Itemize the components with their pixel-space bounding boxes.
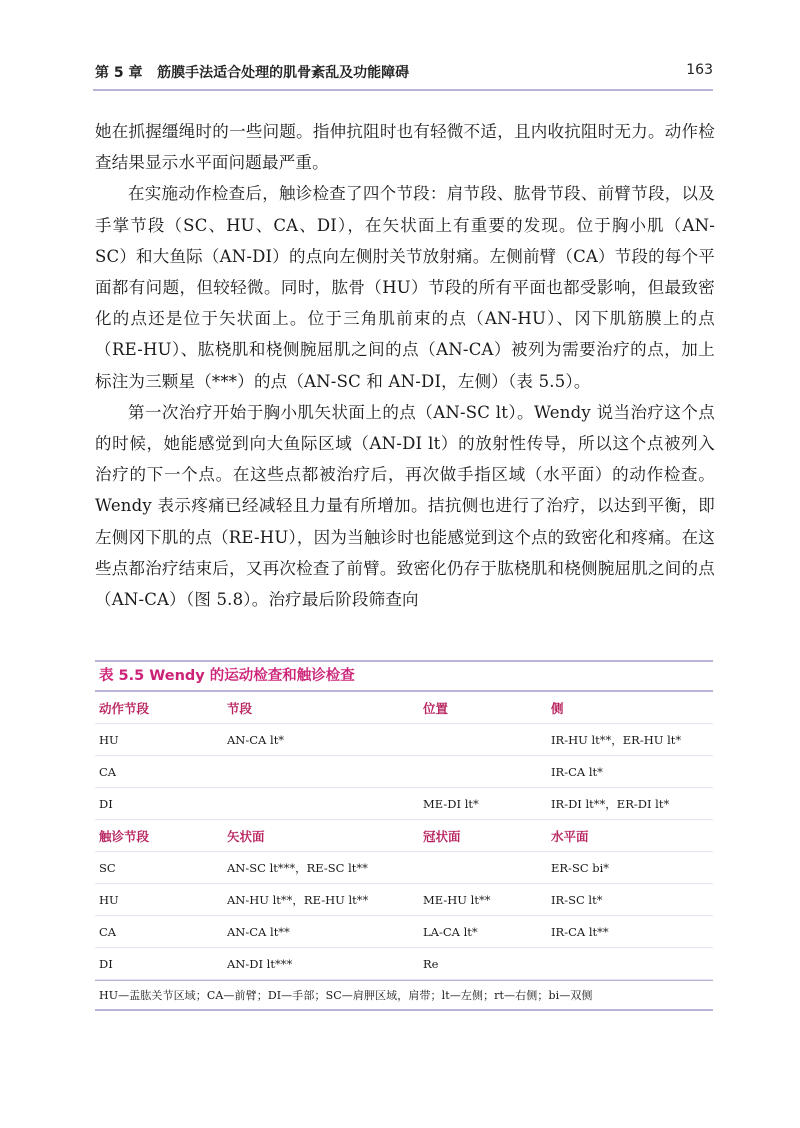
table-cell: IR-CA lt* xyxy=(547,756,713,788)
table-5-5 xyxy=(95,660,713,1011)
motion-header-row xyxy=(95,692,713,724)
table-header-cell: 触诊节段 xyxy=(95,820,223,852)
exam-table xyxy=(95,692,713,980)
chapter-title: 筋膜手法适合处理的肌骨紊乱及功能障碍 xyxy=(157,65,410,81)
table-cell: IR-SC lt* xyxy=(547,884,713,916)
paragraph-1: 她在抓握缰绳时的一些问题。指伸抗阻时也有轻微不适，且内收抗阻时无力。动作检查结果显示水平面问题最严重。 xyxy=(95,122,715,173)
table-row xyxy=(95,852,713,884)
table-cell: LA-CA lt* xyxy=(419,916,547,948)
table-cell: AN-CA lt** xyxy=(223,916,419,948)
table-cell: ME-HU lt** xyxy=(419,884,547,916)
table-cell: ME-DI lt* xyxy=(419,788,547,820)
table-row xyxy=(95,884,713,916)
table-cell: DI xyxy=(95,948,223,980)
header-divider xyxy=(93,89,713,91)
table-caption: 表 5.5 Wendy 的运动检查和触诊检查 xyxy=(99,668,355,684)
table-cell xyxy=(419,756,547,788)
table-cell xyxy=(419,724,547,756)
table-cell: AN-SC lt***，RE-SC lt** xyxy=(223,852,419,884)
table-footnote: HU—盂肱关节区域；CA—前臂；DI—手部；SC—肩胛区域，肩带；lt—左侧；rt—右侧；bi—双侧 xyxy=(99,989,593,1002)
table-header-cell: 水平面 xyxy=(547,820,713,852)
chapter-heading xyxy=(95,62,409,82)
table-row xyxy=(95,788,713,820)
paragraph-3: 第一次治疗开始于胸小肌矢状面上的点（AN-SC lt）。Wendy 说当治疗这个点的时候，她能感觉到向大鱼际区域（AN-DI lt）的放射性传导，所以这个点被列入治疗的下一个点。在这些点都被治疗后，再次做手指区域（水平面）的动作检查。Wendy 表示疼痛已经减轻且力量有所增加。拮抗侧也进行了治疗，以达到平衡，即左侧冈下肌的点（RE-HU），因为当触诊时也能感觉到这个点的致密化和疼痛。在这些点都治疗结束后，又再次检查了前臂。致密化仍存于肱桡肌和桡侧腕屈肌之间的点（AN-CA）（图 5.8）。治疗最后阶段筛查向 xyxy=(95,402,715,610)
table-header-cell: 动作节段 xyxy=(95,692,223,724)
table-cell: CA xyxy=(95,756,223,788)
table-header-cell: 侧 xyxy=(547,692,713,724)
table-cell: CA xyxy=(95,916,223,948)
table-cell: AN-CA lt* xyxy=(223,724,419,756)
table-cell: DI xyxy=(95,788,223,820)
table-cell: Re xyxy=(419,948,547,980)
table-row xyxy=(95,756,713,788)
paragraph-2: 在实施动作检查后，触诊检查了四个节段：肩节段、肱骨节段、前臂节段，以及手掌节段（SC、HU、CA、DI），在矢状面上有重要的发现。位于胸小肌（AN-SC）和大鱼际（AN-DI）的点向左侧肘关节放射痛。左侧前臂（CA）节段的每个平面都有问题，但较轻微。同时，肱骨（HU）节段的所有平面也都受影响，但最致密化的点还是位于矢状面上。位于三角肌前束的点（AN-HU）、冈下肌筋膜上的点（RE-HU）、肱桡肌和桡侧腕屈肌之间的点（AN-CA）被列为需要治疗的点，加上标注为三颗星（***）的点（AN-SC 和 AN-DI，左侧）（表 5.5）。 xyxy=(95,184,715,391)
table-cell: ER-SC bi* xyxy=(547,852,713,884)
table-cell: AN-HU lt**，RE-HU lt** xyxy=(223,884,419,916)
table-cell: AN-DI lt*** xyxy=(223,948,419,980)
table-cell xyxy=(419,852,547,884)
table-cell xyxy=(223,788,419,820)
table-cell xyxy=(547,948,713,980)
chapter-number: 第 5 章 xyxy=(95,65,143,81)
table-row xyxy=(95,916,713,948)
table-cell: HU xyxy=(95,724,223,756)
page-number: 163 xyxy=(686,62,713,78)
table-bottom-rule xyxy=(95,1009,713,1011)
table-cell xyxy=(223,756,419,788)
table-row xyxy=(95,948,713,980)
palpation-header-row xyxy=(95,820,713,852)
table-cell: IR-CA lt** xyxy=(547,916,713,948)
table-header-cell: 冠状面 xyxy=(419,820,547,852)
table-cell: SC xyxy=(95,852,223,884)
table-header-cell: 节段 xyxy=(223,692,419,724)
table-row xyxy=(95,724,713,756)
table-cell: IR-DI lt**，ER-DI lt* xyxy=(547,788,713,820)
table-header-cell: 位置 xyxy=(419,692,547,724)
body-text xyxy=(95,116,715,615)
table-cell: IR-HU lt**，ER-HU lt* xyxy=(547,724,713,756)
table-header-cell: 矢状面 xyxy=(223,820,419,852)
running-header xyxy=(95,62,713,86)
table-cell: HU xyxy=(95,884,223,916)
